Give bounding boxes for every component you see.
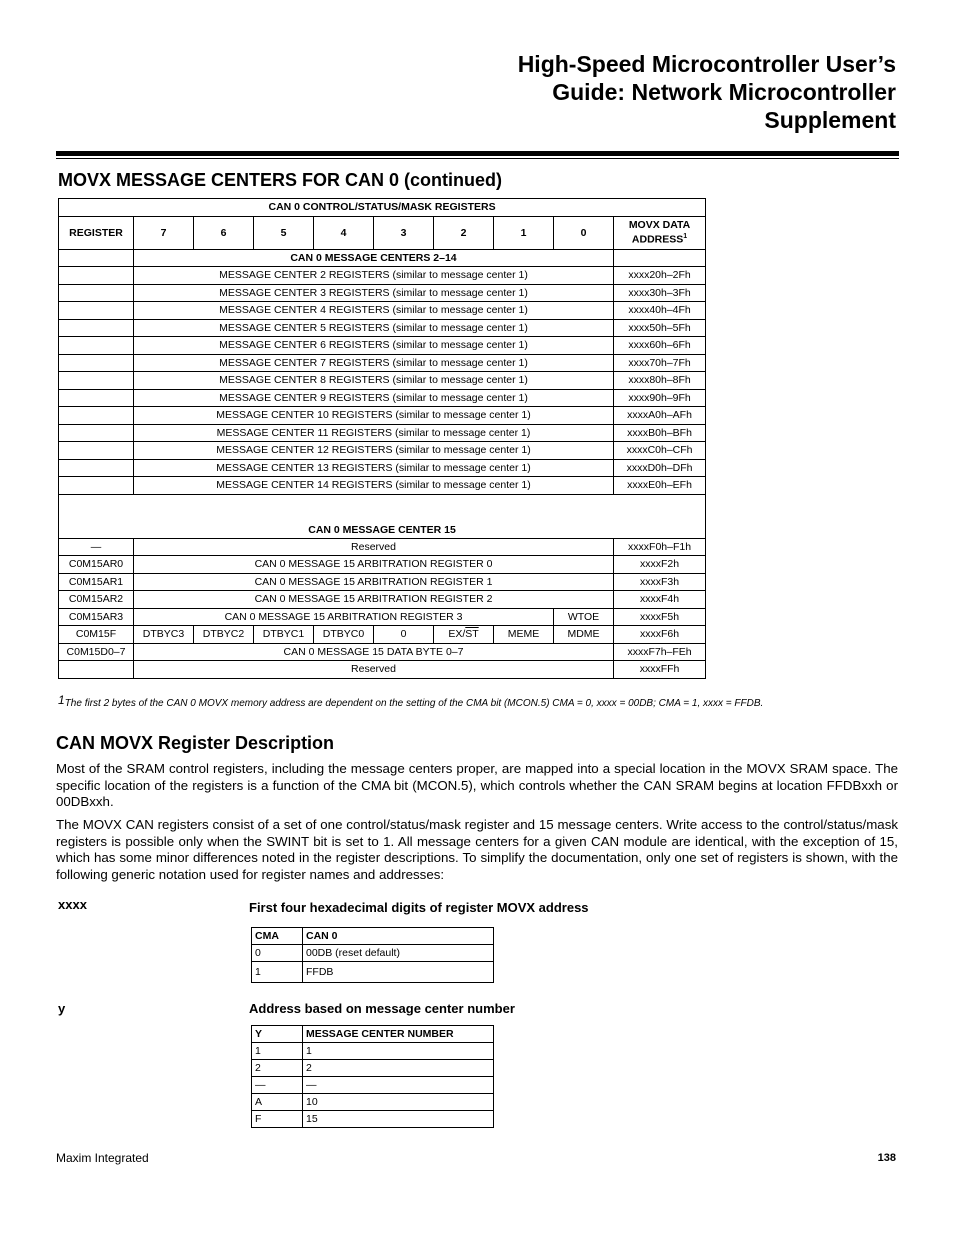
table-row: MESSAGE CENTER 11 REGISTERS (similar to message center 1) xxxxB0h–BFh — [59, 424, 706, 442]
table-row: C0M15AR1 CAN 0 MESSAGE 15 ARBITRATION REGISTER 1 xxxxF3h — [59, 573, 706, 591]
term-xxxx: xxxx — [58, 897, 87, 912]
table-footnote — [58, 693, 898, 709]
term-y: y — [58, 1001, 66, 1016]
table-row: MESSAGE CENTER 6 REGISTERS (similar to message center 1) xxxx60h–6Fh — [59, 337, 706, 355]
col-header-bit4: 4 — [314, 216, 374, 249]
table-header-row: Y MESSAGE CENTER NUMBER — [252, 1026, 494, 1043]
col-header-bit0: 0 — [554, 216, 614, 249]
table-row: C0M15AR2 CAN 0 MESSAGE 15 ARBITRATION REGISTER 2 xxxxF4h — [59, 591, 706, 609]
table-row: MESSAGE CENTER 9 REGISTERS (similar to message center 1) xxxx90h–9Fh — [59, 389, 706, 407]
header-rule-thick — [56, 151, 899, 156]
group-label-centers-2-14: CAN 0 MESSAGE CENTERS 2–14 — [134, 249, 614, 267]
col-header-bit1: 1 — [494, 216, 554, 249]
title-line-1: High-Speed Microcontroller User’s — [517, 51, 896, 77]
table-row: MESSAGE CENTER 5 REGISTERS (similar to message center 1) xxxx50h–5Fh — [59, 319, 706, 337]
col-header-bit5: 5 — [254, 216, 314, 249]
table-row: C0M15AR3 CAN 0 MESSAGE 15 ARBITRATION REGISTER 3 WTOE xxxxF5h — [59, 608, 706, 626]
table-header-row: CMA CAN 0 — [252, 928, 494, 945]
title-line-3: Supplement — [764, 107, 896, 133]
table-row: 2 2 — [252, 1060, 494, 1077]
cma-table — [251, 927, 494, 983]
table-row: A 10 — [252, 1094, 494, 1111]
col-header-address: MOVX DATA ADDRESS$^1$ — [614, 216, 706, 249]
table-row: F 15 — [252, 1111, 494, 1128]
page-number: 138 — [877, 1152, 896, 1164]
register-table — [58, 198, 706, 679]
term-y-description: Address based on message center number — [249, 1001, 515, 1016]
table-row: MESSAGE CENTER 8 REGISTERS (similar to message center 1) xxxx80h–8Fh — [59, 372, 706, 390]
table-row: MESSAGE CENTER 12 REGISTERS (similar to message center 1) xxxxC0h–CFh — [59, 442, 706, 460]
table-row: 1 FFDB — [252, 962, 494, 983]
document-title — [336, 50, 896, 134]
description-heading: CAN MOVX Register Description — [56, 733, 335, 753]
message-center-table — [251, 1025, 494, 1128]
table-row: MESSAGE CENTER 3 REGISTERS (similar to message center 1) xxxx30h–3Fh — [59, 284, 706, 302]
section-title: MOVX MESSAGE CENTERS FOR CAN 0 (continued) — [58, 170, 503, 190]
col-header-bit2: 2 — [434, 216, 494, 249]
col-header-register: REGISTER — [59, 216, 134, 249]
title-line-2: Guide: Network Microcontroller — [552, 79, 896, 105]
description-paragraph-2: The MOVX CAN registers consist of a set of one control/status/mask register and 15 message centers. Write access to the control/status/mask registers is possible only when the SWINT bit is set to 1. All message centers for a given CAN module are identical, with the exception of 15, which has some minor differences noted in the register descriptions. To simplify the documentation, only one set of registers is shown, with the following generic notation used for register names and addresses: — [56, 817, 898, 882]
table-row: MESSAGE CENTER 14 REGISTERS (similar to message center 1) xxxxE0h–EFh — [59, 477, 706, 495]
footnote-mark: 1 — [58, 693, 65, 707]
col-header-bit7: 7 — [134, 216, 194, 249]
table-row: — — — [252, 1077, 494, 1094]
table-row: — Reserved xxxxF0h–F1h — [59, 538, 706, 556]
table-row: 0 00DB (reset default) — [252, 945, 494, 962]
table-row: C0M15D0–7 CAN 0 MESSAGE 15 DATA BYTE 0–7 xxxxF7h–FEh — [59, 643, 706, 661]
table-row: MESSAGE CENTER 4 REGISTERS (similar to message center 1) xxxx40h–4Fh — [59, 302, 706, 320]
table-row: MESSAGE CENTER 2 REGISTERS (similar to message center 1) xxxx20h–2Fh — [59, 267, 706, 285]
header-rule-thin — [56, 158, 899, 159]
table-row: 1 1 — [252, 1043, 494, 1060]
table-header-row — [59, 216, 706, 249]
table-row: MESSAGE CENTER 10 REGISTERS (similar to message center 1) xxxxA0h–AFh — [59, 407, 706, 425]
col-header-bit6: 6 — [194, 216, 254, 249]
table-row: MESSAGE CENTER 7 REGISTERS (similar to message center 1) xxxx70h–7Fh — [59, 354, 706, 372]
footnote-text: The first 2 bytes of the CAN 0 MOVX memory address are dependent on the setting of the CMA bit (MCON.5) CMA = 0, xxxx = 00DB; CMA = 1, xxxx = FFDB. — [64, 698, 764, 709]
table-row: C0M15AR0 CAN 0 MESSAGE 15 ARBITRATION REGISTER 0 xxxxF2h — [59, 556, 706, 574]
table-caption: CAN 0 CONTROL/STATUS/MASK REGISTERS — [59, 199, 706, 217]
col-header-bit3: 3 — [374, 216, 434, 249]
table-row: Reserved xxxxFFh — [59, 661, 706, 679]
description-paragraph-1: Most of the SRAM control registers, including the message centers proper, are mapped into a special location in the MOVX SRAM space. The specific location of the registers is a function of the CMA bit (MCON.5), which controls whether the CAN SRAM begins at location FFDBxxh or 00DBxxh. — [56, 761, 898, 809]
table-row: C0M15F DTBYC3 DTBYC2 DTBYC1 DTBYC0 0 $EX/\overline{ST}$ MEME MDME xxxxF6h — [59, 626, 706, 644]
footer-company: Maxim Integrated — [56, 1151, 149, 1165]
group-label-center-15: CAN 0 MESSAGE CENTER 15 — [59, 494, 706, 538]
term-xxxx-description: First four hexadecimal digits of register MOVX address — [249, 900, 589, 915]
table-row: MESSAGE CENTER 13 REGISTERS (similar to message center 1) xxxxD0h–DFh — [59, 459, 706, 477]
